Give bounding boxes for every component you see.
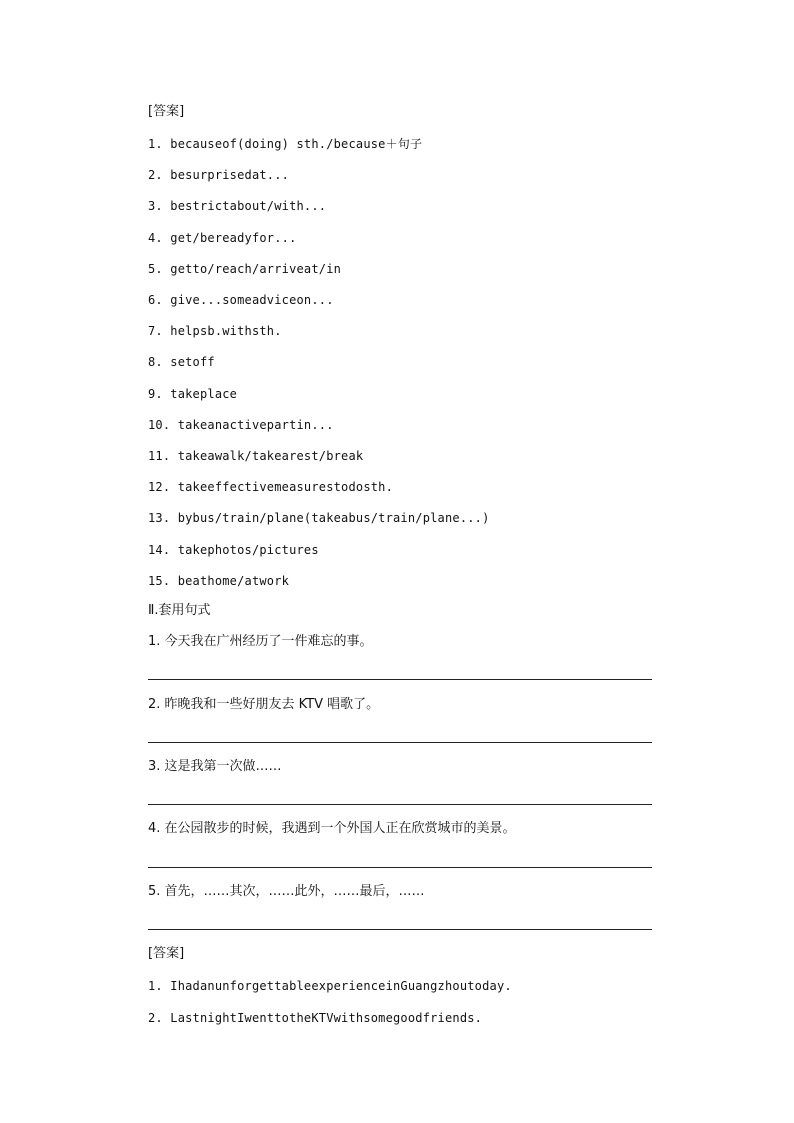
phrase-item: 12. takeeffectivemeasurestodosth. <box>148 480 394 494</box>
exercise-prompt: 1. 今天我在广州经历了一件难忘的事。 <box>148 634 373 649</box>
answer-line <box>148 804 652 805</box>
phrase-item: 14. takephotos/pictures <box>148 543 319 557</box>
phrase-item: 9. takeplace <box>148 387 238 401</box>
section-title: Ⅱ.套用句式 <box>148 603 211 618</box>
phrase-item: 6. give...someadviceon... <box>148 293 334 307</box>
phrase-item: 5. getto/reach/arriveat/in <box>148 262 342 276</box>
exercise-prompt: 4. 在公园散步的时候，我遇到一个外国人正在欣赏城市的美景。 <box>148 821 516 836</box>
phrase-item: 4. get/bereadyfor... <box>148 231 297 245</box>
phrase-item: 11. takeawalk/takearest/break <box>148 449 364 463</box>
exercise-prompt: 2. 昨晚我和一些好朋友去 KTV 唱歌了。 <box>148 697 380 712</box>
phrase-item: 15. beathome/atwork <box>148 574 290 588</box>
answer-header: [答案] <box>148 104 185 119</box>
answer-item: 2. LastnightIwenttotheKTVwithsomegoodfriends. <box>148 1011 483 1025</box>
answer-line <box>148 929 652 930</box>
phrase-item: 13. bybus/train/plane(takeabus/train/plane...) <box>148 511 490 525</box>
phrase-item: 7. helpsb.withsth. <box>148 324 282 338</box>
answer-header: [答案] <box>148 946 185 961</box>
answer-line <box>148 867 652 868</box>
phrase-item: 10. takeanactivepartin... <box>148 418 334 432</box>
phrase-item: 2. besurprisedat... <box>148 168 290 182</box>
exercise-prompt: 5. 首先，……其次，……此外，……最后，…… <box>148 884 425 899</box>
answer-item: 1. IhadanunforgettableexperienceinGuangzhoutoday. <box>148 979 512 993</box>
phrase-item: 3. bestrictabout/with... <box>148 199 327 213</box>
answer-line <box>148 679 652 680</box>
exercise-prompt: 3. 这是我第一次做…… <box>148 759 282 774</box>
phrase-item: 8. setoff <box>148 355 215 369</box>
phrase-item: 1. becauseof(doing) sth./because＋句子 <box>148 137 423 151</box>
answer-line <box>148 742 652 743</box>
